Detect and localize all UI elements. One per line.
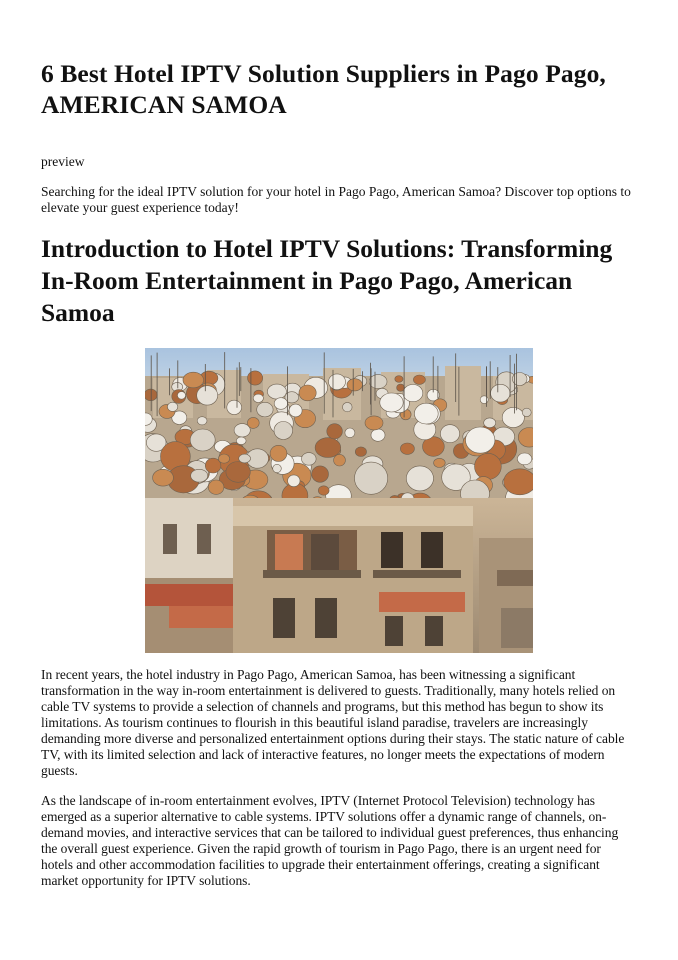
intro-paragraph: Searching for the ideal IPTV solution for your hotel in Pago Pago, American Samoa? Discover top options to elevate your guest experience today! xyxy=(41,184,631,215)
body-paragraph-2: As the landscape of in-room entertainment evolves, IPTV (Internet Protocol Television) technology has emerged as a superior alternative to cable systems. IPTV solutions offer a dynamic range of channels, on-demand movies, and interactive services that can be tailored to individual guest preferences, thus enhancing the overall guest experience. Given the rapid growth of tourism in Pago Pago, there is an urgent need for hotels and other accommodation facilities to upgrade their entertainment offerings, creating a significant market opportunity for IPTV solutions. xyxy=(41,793,619,888)
body-paragraph-1: In recent years, the hotel industry in Pago Pago, American Samoa, has been witnessing a significant transformation in the way in-room entertainment is delivered to guests. Traditionally, many hotels relied on cable TV systems to provide a selection of channels and programs, but this method has begun to show its limitations. As tourism continues to flourish in this beautiful island paradise, travelers are increasingly demanding more diverse and personalized entertainment options during their stays. The static nature of cable TV, with its limited selection and lack of interactive features, no longer meets the expectations of modern guests. xyxy=(41,667,625,778)
preview-label: preview xyxy=(41,154,85,169)
rooftop-satellite-dishes-image xyxy=(145,348,533,653)
section-heading: Introduction to Hotel IPTV Solutions: Transforming In-Room Entertainment in Pago Pago, American Samoa xyxy=(41,234,613,327)
document-title: 6 Best Hotel IPTV Solution Suppliers in Pago Pago, AMERICAN SAMOA xyxy=(41,59,606,119)
